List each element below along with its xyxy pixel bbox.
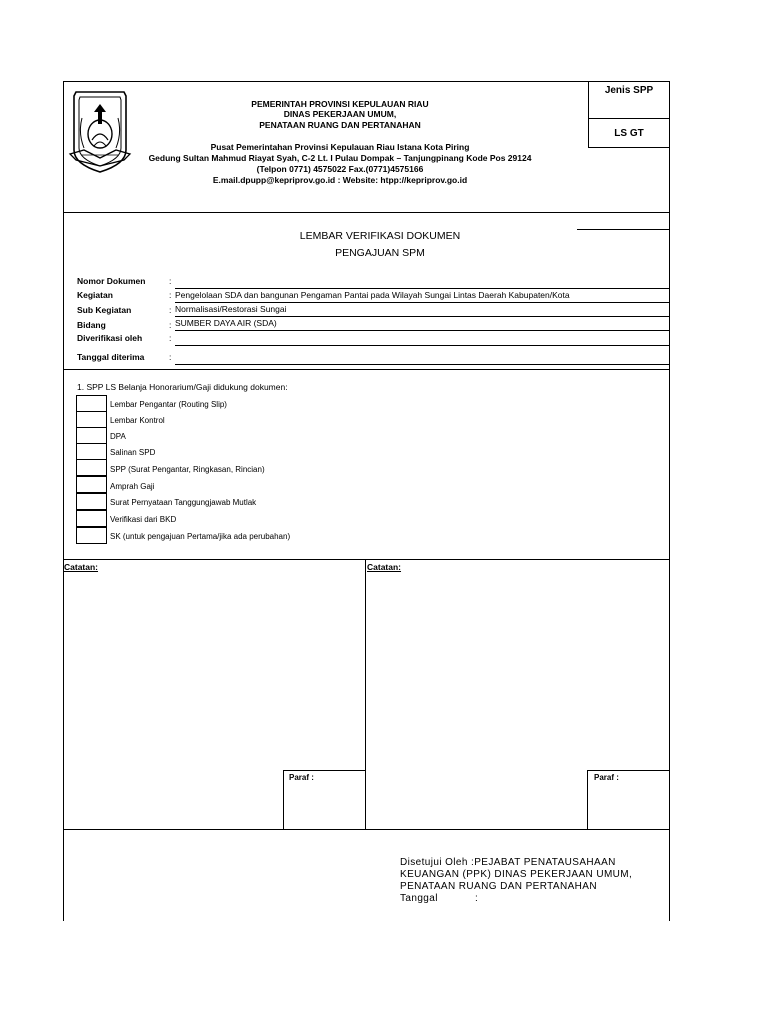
kegiatan-label: Kegiatan [77,290,113,300]
doc-label-spp: SPP (Surat Pengantar, Ringkasan, Rincian) [110,465,265,474]
checkbox-routing-slip[interactable] [76,395,107,412]
form-title: LEMBAR VERIFIKASI DOKUMEN [299,230,461,242]
frame-top-border [63,81,670,82]
catatan-right-area[interactable] [367,575,667,769]
doc-label-sk: SK (untuk pengajuan Pertama/jika ada perubahan) [110,532,291,541]
form-subtitle: PENGAJUAN SPM [335,247,425,259]
frame-left-border [63,81,64,921]
diverifikasi-oleh-label: Diverifikasi oleh [77,333,143,343]
tanggal-diterima-colon: : [169,352,172,362]
checkbox-spp[interactable] [76,459,107,476]
sub-kegiatan-field[interactable]: Normalisasi/Restorasi Sungai [175,304,287,314]
nomor-dokumen-label: Nomor Dokumen [77,276,146,286]
sub-kegiatan-label: Sub Kegiatan [77,305,132,315]
checkbox-lembar-kontrol[interactable] [76,411,107,428]
diverifikasi-oleh-underline [175,345,670,346]
jenis-spp-divider [588,118,670,119]
header-line-1: PEMERINTAH PROVINSI KEPULAUAN RIAU [251,99,429,109]
header-line-6: (Telpon 0771) 4575022 Fax.(0771)4575166 [256,164,424,174]
catatan-left-area[interactable] [65,575,363,769]
doc-label-sptjm: Surat Pernyataan Tanggungjawab Mutlak [110,498,257,507]
header-line-7: E.mail.dpupp@kepriprov.go.id : Website: htpp://kepriprov.go.id [212,175,468,185]
approval-line-3: PENATAAN RUANG DAN PERTANAHAN [400,881,598,892]
jenis-spp-value: LS GT [614,128,644,139]
doc-label-routing-slip: Lembar Pengantar (Routing Slip) [110,400,227,409]
section-heading: 1. SPP LS Belanja Honorarium/Gaji didukung dokumen: [77,382,288,392]
diverifikasi-oleh-colon: : [169,333,172,343]
doc-label-salinan-spd: Salinan SPD [110,448,156,457]
bidang-field[interactable]: SUMBER DAYA AIR (SDA) [175,318,277,328]
checkbox-amprah-gaji[interactable] [76,476,107,493]
jenis-spp-label: Jenis SPP [604,85,654,96]
notes-top-rule [63,559,670,560]
approval-line-1: Disetujui Oleh :PEJABAT PENATAUSAHAAN [400,857,616,868]
doc-label-amprah-gaji: Amprah Gaji [110,482,155,491]
tanggal-diterima-underline [175,364,670,365]
tanggal-diterima-label: Tanggal diterima [77,352,145,362]
checkbox-verifikasi-bkd[interactable] [76,510,107,527]
catatan-left-label: Catatan: [64,562,99,572]
header-line-3: PENATAAN RUANG DAN PERTANAHAN [259,120,421,130]
paraf-right-label: Paraf : [594,773,619,782]
bidang-underline [175,330,670,331]
checkbox-salinan-spd[interactable] [76,443,107,460]
bidang-label: Bidang [77,320,106,330]
notes-bottom-rule [63,829,670,830]
checkbox-sk[interactable] [76,527,107,544]
title-top-rule [577,229,670,230]
sub-kegiatan-underline [175,316,670,317]
doc-label-dpa: DPA [110,432,126,441]
kegiatan-colon: : [169,290,172,300]
checkbox-sptjm[interactable] [76,493,107,510]
approval-tanggal-colon: : [475,893,479,904]
header-line-4: Pusat Pemerintahan Provinsi Kepulauan Riau Istana Kota Piring [210,142,470,152]
paraf-left-label: Paraf : [289,773,314,782]
approval-tanggal-label: Tanggal [400,893,438,904]
bidang-colon: : [169,320,172,330]
doc-label-lembar-kontrol: Lembar Kontrol [110,416,165,425]
header-line-5: Gedung Sultan Mahmud Riayat Syah, C-2 Lt. I Pulau Dompak – Tanjungpinang Kode Pos 29124 [148,153,532,163]
fields-bottom-rule [63,369,670,370]
approval-line-2: KEUANGAN (PPK) DINAS PEKERJAAN UMUM, [400,869,633,880]
nomor-dokumen-underline [175,288,670,289]
header-line-2: DINAS PEKERJAAN UMUM, [283,109,397,119]
doc-label-verifikasi-bkd: Verifikasi dari BKD [110,515,177,524]
catatan-right-label: Catatan: [367,562,402,572]
kegiatan-field[interactable]: Pengelolaan SDA dan bangunan Pengaman Pantai pada Wilayah Sungai Lintas Daerah Kabupaten/Kota [175,290,570,300]
header-bottom-border [63,212,670,213]
nomor-dokumen-colon: : [169,276,172,286]
kegiatan-underline [175,302,670,303]
sub-kegiatan-colon: : [169,305,172,315]
checkbox-dpa[interactable] [76,427,107,444]
